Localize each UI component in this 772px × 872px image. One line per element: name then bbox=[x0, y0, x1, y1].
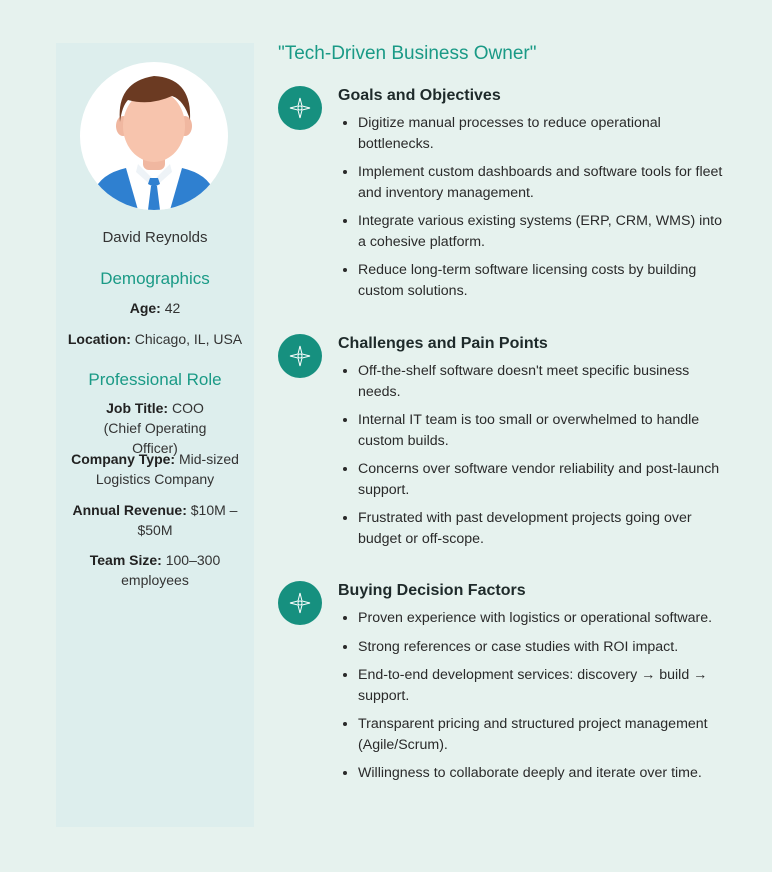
buying-factors-heading: Buying Decision Factors bbox=[338, 582, 526, 599]
goals-list bbox=[338, 113, 728, 309]
age-label: Age: bbox=[129, 300, 161, 316]
challenges-heading: Challenges and Pain Points bbox=[338, 335, 548, 352]
persona-sidebar bbox=[56, 43, 254, 827]
list-item: • End-to-end development services: discovery → build → support. bbox=[358, 665, 728, 706]
list-item: • Digitize manual processes to reduce operational bottlenecks. bbox=[358, 113, 728, 154]
sparkle-icon bbox=[289, 345, 311, 367]
list-item: • Transparent pricing and structured project management (Agile/Scrum). bbox=[358, 714, 728, 755]
goals-heading: Goals and Objectives bbox=[338, 87, 501, 104]
team-size-label: Team Size: bbox=[89, 552, 162, 568]
demographics-title: Demographics bbox=[100, 269, 210, 288]
list-item: • Internal IT team is too small or overwhelmed to handle custom builds. bbox=[358, 410, 728, 451]
list-item: • Strong references or case studies with ROI impact. bbox=[358, 637, 728, 658]
job-title-value: COO (Chief Operating Officer) bbox=[103, 400, 207, 456]
team-size-value: 100–300 employees bbox=[121, 552, 221, 588]
company-type-field bbox=[70, 449, 240, 489]
location-field bbox=[56, 329, 254, 349]
persona-name: David Reynolds bbox=[102, 229, 208, 246]
list-item: • Proven experience with logistics or operational software. bbox=[358, 608, 728, 629]
sparkle-icon bbox=[289, 592, 311, 614]
annual-revenue-label: Annual Revenue: bbox=[72, 502, 187, 518]
list-item: • Reduce long-term software licensing costs by building custom solutions. bbox=[358, 260, 728, 301]
challenges-badge bbox=[278, 334, 322, 378]
annual-revenue-value: $10M – $50M bbox=[137, 502, 238, 538]
sparkle-icon bbox=[289, 97, 311, 119]
company-type-label: Company Type: bbox=[71, 451, 176, 467]
list-item: • Off-the-shelf software doesn't meet specific business needs. bbox=[358, 361, 728, 402]
location-label: Location: bbox=[67, 331, 131, 347]
goals-badge bbox=[278, 86, 322, 130]
annual-revenue-field bbox=[70, 500, 240, 540]
list-item: • Integrate various existing systems (ERP, CRM, WMS) into a cohesive platform. bbox=[358, 211, 728, 252]
location-value: Chicago, IL, USA bbox=[134, 331, 243, 347]
job-title-label: Job Title: bbox=[106, 400, 169, 416]
team-size-field bbox=[80, 550, 230, 590]
person-avatar-icon bbox=[80, 62, 228, 210]
list-item: • Frustrated with past development projects going over budget or off-scope. bbox=[358, 508, 728, 549]
persona-title: "Tech-Driven Business Owner" bbox=[278, 43, 537, 64]
company-type-value: Mid-sized Logistics Company bbox=[95, 451, 239, 487]
list-item: • Implement custom dashboards and software tools for fleet and inventory management. bbox=[358, 162, 728, 203]
list-item: • Concerns over software vendor reliability and post-launch support. bbox=[358, 459, 728, 500]
avatar bbox=[80, 62, 228, 210]
professional-role-title: Professional Role bbox=[88, 370, 222, 389]
challenges-list bbox=[338, 361, 728, 557]
list-item: • Willingness to collaborate deeply and iterate over time. bbox=[358, 763, 728, 784]
buying-factors-badge bbox=[278, 581, 322, 625]
buying-factors-list bbox=[338, 608, 728, 792]
age-field bbox=[56, 298, 254, 318]
age-value: 42 bbox=[164, 300, 181, 316]
